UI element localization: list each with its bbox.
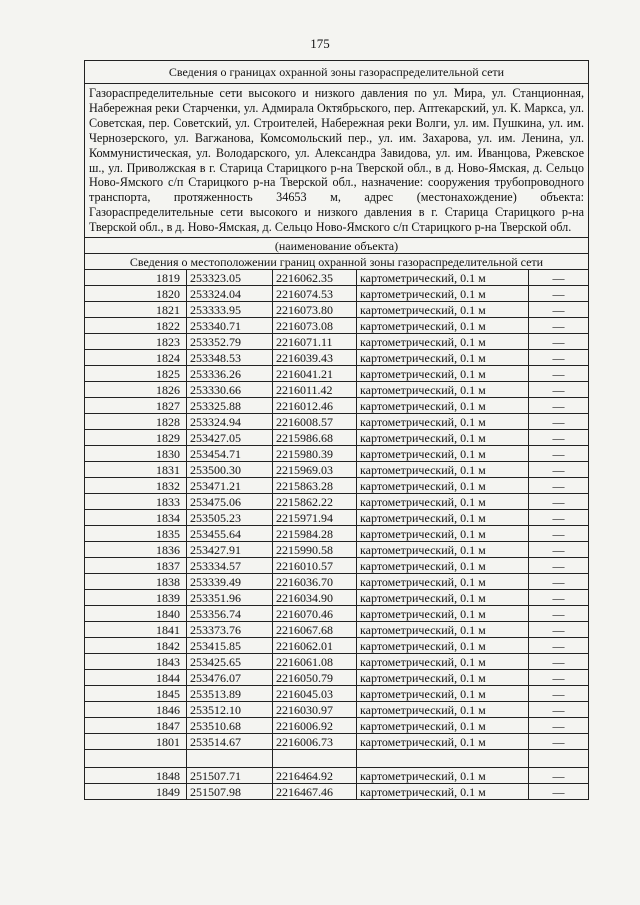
point-number-cell: 1836 [85, 542, 187, 558]
note-cell: — [529, 606, 589, 622]
point-number-cell: 1826 [85, 382, 187, 398]
y-coordinate-cell: 2216467.46 [273, 784, 357, 800]
x-coordinate-cell: 253340.71 [187, 318, 273, 334]
x-coordinate-cell: 253427.91 [187, 542, 273, 558]
note-cell: — [529, 302, 589, 318]
point-number-cell [85, 750, 187, 768]
point-number-cell: 1823 [85, 334, 187, 350]
table-row-gap [85, 750, 589, 768]
x-coordinate-cell: 253510.68 [187, 718, 273, 734]
note-cell [529, 750, 589, 768]
method-cell: картометрический, 0.1 м [357, 510, 529, 526]
method-cell: картометрический, 0.1 м [357, 784, 529, 800]
note-cell: — [529, 718, 589, 734]
y-coordinate-cell: 2215980.39 [273, 446, 357, 462]
x-coordinate-cell: 253454.71 [187, 446, 273, 462]
y-coordinate-cell: 2215969.03 [273, 462, 357, 478]
x-coordinate-cell: 253373.76 [187, 622, 273, 638]
x-coordinate-cell: 253356.74 [187, 606, 273, 622]
method-cell: картометрический, 0.1 м [357, 334, 529, 350]
point-number-cell: 1838 [85, 574, 187, 590]
table-row [85, 768, 589, 784]
note-cell: — [529, 622, 589, 638]
note-cell: — [529, 382, 589, 398]
point-number-cell: 1841 [85, 622, 187, 638]
point-number-cell: 1843 [85, 654, 187, 670]
y-coordinate-cell: 2215971.94 [273, 510, 357, 526]
point-number-cell: 1825 [85, 366, 187, 382]
point-number-cell: 1824 [85, 350, 187, 366]
table-row [85, 286, 589, 302]
x-coordinate-cell: 253348.53 [187, 350, 273, 366]
method-cell: картометрический, 0.1 м [357, 366, 529, 382]
x-coordinate-cell: 253324.04 [187, 286, 273, 302]
point-number-cell: 1820 [85, 286, 187, 302]
table-row [85, 382, 589, 398]
y-coordinate-cell: 2216039.43 [273, 350, 357, 366]
table-row [85, 366, 589, 382]
x-coordinate-cell: 253352.79 [187, 334, 273, 350]
point-number-cell: 1831 [85, 462, 187, 478]
point-number-cell: 1846 [85, 702, 187, 718]
x-coordinate-cell: 253323.05 [187, 270, 273, 286]
y-coordinate-cell: 2216073.80 [273, 302, 357, 318]
table-row [85, 654, 589, 670]
y-coordinate-cell: 2216006.73 [273, 734, 357, 750]
table-row [85, 350, 589, 366]
x-coordinate-cell: 253475.06 [187, 494, 273, 510]
method-cell: картометрический, 0.1 м [357, 494, 529, 510]
y-coordinate-cell: 2216050.79 [273, 670, 357, 686]
x-coordinate-cell: 253339.49 [187, 574, 273, 590]
table-row [85, 302, 589, 318]
location-title: Сведения о местоположении границ охранной зоны газораспределительной сети [85, 254, 589, 270]
x-coordinate-cell: 253351.96 [187, 590, 273, 606]
note-cell: — [529, 638, 589, 654]
note-cell: — [529, 398, 589, 414]
y-coordinate-cell: 2215863.28 [273, 478, 357, 494]
note-cell: — [529, 334, 589, 350]
point-number-cell: 1839 [85, 590, 187, 606]
note-cell: — [529, 286, 589, 302]
page-number: 175 [310, 36, 330, 51]
note-cell: — [529, 768, 589, 784]
method-cell: картометрический, 0.1 м [357, 686, 529, 702]
note-cell: — [529, 574, 589, 590]
point-number-cell: 1827 [85, 398, 187, 414]
note-cell: — [529, 366, 589, 382]
method-cell: картометрический, 0.1 м [357, 270, 529, 286]
point-number-cell: 1849 [85, 784, 187, 800]
x-coordinate-cell [187, 750, 273, 768]
method-cell: картометрический, 0.1 м [357, 382, 529, 398]
x-coordinate-cell: 251507.98 [187, 784, 273, 800]
x-coordinate-cell: 253334.57 [187, 558, 273, 574]
y-coordinate-cell: 2216006.92 [273, 718, 357, 734]
table-row [85, 462, 589, 478]
point-number-cell: 1829 [85, 430, 187, 446]
method-cell: картометрический, 0.1 м [357, 318, 529, 334]
point-number-cell: 1837 [85, 558, 187, 574]
method-cell: картометрический, 0.1 м [357, 446, 529, 462]
table-row [85, 734, 589, 750]
table-row [85, 494, 589, 510]
method-cell: картометрический, 0.1 м [357, 414, 529, 430]
note-cell: — [529, 446, 589, 462]
method-cell: картометрический, 0.1 м [357, 350, 529, 366]
x-coordinate-cell: 253425.65 [187, 654, 273, 670]
note-cell: — [529, 462, 589, 478]
method-cell: картометрический, 0.1 м [357, 430, 529, 446]
method-cell: картометрический, 0.1 м [357, 622, 529, 638]
note-cell: — [529, 784, 589, 800]
table-row [85, 446, 589, 462]
x-coordinate-cell: 253330.66 [187, 382, 273, 398]
note-cell: — [529, 414, 589, 430]
x-coordinate-cell: 253333.95 [187, 302, 273, 318]
method-cell: картометрический, 0.1 м [357, 768, 529, 784]
y-coordinate-cell: 2215986.68 [273, 430, 357, 446]
method-cell: картометрический, 0.1 м [357, 654, 529, 670]
table-row [85, 622, 589, 638]
point-number-cell: 1821 [85, 302, 187, 318]
y-coordinate-cell [273, 750, 357, 768]
point-number-cell: 1819 [85, 270, 187, 286]
y-coordinate-cell: 2216070.46 [273, 606, 357, 622]
x-coordinate-cell: 253512.10 [187, 702, 273, 718]
table-row [85, 718, 589, 734]
section-title: Сведения о границах охранной зоны газораспределительной сети [85, 61, 589, 84]
y-coordinate-cell: 2216041.21 [273, 366, 357, 382]
table-row [85, 318, 589, 334]
point-number-cell: 1840 [85, 606, 187, 622]
x-coordinate-cell: 253336.26 [187, 366, 273, 382]
point-number-cell: 1842 [85, 638, 187, 654]
y-coordinate-cell: 2216062.01 [273, 638, 357, 654]
table-row [85, 670, 589, 686]
table-row [85, 542, 589, 558]
point-number-cell: 1848 [85, 768, 187, 784]
x-coordinate-cell: 253513.89 [187, 686, 273, 702]
method-cell: картометрический, 0.1 м [357, 574, 529, 590]
note-cell: — [529, 318, 589, 334]
point-number-cell: 1845 [85, 686, 187, 702]
y-coordinate-cell: 2215984.28 [273, 526, 357, 542]
table-row [85, 574, 589, 590]
method-cell: картометрический, 0.1 м [357, 590, 529, 606]
table-row [85, 510, 589, 526]
method-cell: картометрический, 0.1 м [357, 398, 529, 414]
method-cell: картометрический, 0.1 м [357, 718, 529, 734]
note-cell: — [529, 494, 589, 510]
y-coordinate-cell: 2215862.22 [273, 494, 357, 510]
method-cell: картометрический, 0.1 м [357, 286, 529, 302]
point-number-cell: 1844 [85, 670, 187, 686]
point-number-cell: 1830 [85, 446, 187, 462]
method-cell: картометрический, 0.1 м [357, 702, 529, 718]
table-row [85, 606, 589, 622]
y-coordinate-cell: 2216030.97 [273, 702, 357, 718]
method-cell: картометрический, 0.1 м [357, 638, 529, 654]
y-coordinate-cell: 2216012.46 [273, 398, 357, 414]
y-coordinate-cell: 2216008.57 [273, 414, 357, 430]
note-cell: — [529, 686, 589, 702]
method-cell: картометрический, 0.1 м [357, 734, 529, 750]
note-cell: — [529, 590, 589, 606]
table-row [85, 398, 589, 414]
note-cell: — [529, 510, 589, 526]
y-coordinate-cell: 2216061.08 [273, 654, 357, 670]
x-coordinate-cell: 253471.21 [187, 478, 273, 494]
method-cell: картометрический, 0.1 м [357, 478, 529, 494]
point-number-cell: 1822 [85, 318, 187, 334]
x-coordinate-cell: 253476.07 [187, 670, 273, 686]
x-coordinate-cell: 253514.67 [187, 734, 273, 750]
method-cell [357, 750, 529, 768]
boundary-table [84, 60, 589, 800]
table-row [85, 478, 589, 494]
note-cell: — [529, 270, 589, 286]
table-row [85, 686, 589, 702]
table-row [85, 270, 589, 286]
x-coordinate-cell: 253427.05 [187, 430, 273, 446]
object-description: Газораспределительные сети высокого и низкого давления по ул. Мира, ул. Станционная, Набережная реки Старченки, ул. Адмирала Октябрьского, пер. Аптекарский, ул. К. Маркса, ул. Советская, пер. Советский, ул. Строителей, Набережная реки Волги, ул. им. Пушкина, ул. им. Чернозерского, ул. Вагжанова, Комсомольский пер., ул. им. Захарова, ул. им. Ленина, ул. Коммунистическая, ул. Володарского, ул. Александра Завидова, ул. им. Иванцова, Ржевское ш., ул. Приволжская в г. Старица Старицкого р-на Тверской обл., в д. Ново-Ямская, д. Сельцо Ново-Ямского с/п Старицкого р-на Тверской обл., назначение: сооружения трубопроводного транспорта, протяженность 34653 м, адрес (местонахождение) объекта: Газораспределительные сети высокого и низкого давления в г. Старица Старицкого р-на Тверской обл., в д. Ново-Ямская, д. Сельцо Ново-Ямского с/п Старицкого р-на Тверской обл. [85, 84, 589, 238]
note-cell: — [529, 542, 589, 558]
y-coordinate-cell: 2216010.57 [273, 558, 357, 574]
note-cell: — [529, 430, 589, 446]
x-coordinate-cell: 253455.64 [187, 526, 273, 542]
table-row [85, 526, 589, 542]
y-coordinate-cell: 2215990.58 [273, 542, 357, 558]
x-coordinate-cell: 253325.88 [187, 398, 273, 414]
y-coordinate-cell: 2216045.03 [273, 686, 357, 702]
method-cell: картометрический, 0.1 м [357, 302, 529, 318]
y-coordinate-cell: 2216067.68 [273, 622, 357, 638]
y-coordinate-cell: 2216074.53 [273, 286, 357, 302]
note-cell: — [529, 478, 589, 494]
point-number-cell: 1801 [85, 734, 187, 750]
y-coordinate-cell: 2216011.42 [273, 382, 357, 398]
note-cell: — [529, 558, 589, 574]
x-coordinate-cell: 253324.94 [187, 414, 273, 430]
method-cell: картометрический, 0.1 м [357, 558, 529, 574]
y-coordinate-cell: 2216073.08 [273, 318, 357, 334]
y-coordinate-cell: 2216464.92 [273, 768, 357, 784]
x-coordinate-cell: 253505.23 [187, 510, 273, 526]
point-number-cell: 1835 [85, 526, 187, 542]
method-cell: картометрический, 0.1 м [357, 462, 529, 478]
object-caption: (наименование объекта) [85, 238, 589, 254]
y-coordinate-cell: 2216036.70 [273, 574, 357, 590]
y-coordinate-cell: 2216062.35 [273, 270, 357, 286]
x-coordinate-cell: 253500.30 [187, 462, 273, 478]
note-cell: — [529, 654, 589, 670]
y-coordinate-cell: 2216071.11 [273, 334, 357, 350]
point-number-cell: 1828 [85, 414, 187, 430]
x-coordinate-cell: 253415.85 [187, 638, 273, 654]
point-number-cell: 1834 [85, 510, 187, 526]
note-cell: — [529, 734, 589, 750]
note-cell: — [529, 670, 589, 686]
table-row [85, 702, 589, 718]
note-cell: — [529, 526, 589, 542]
point-number-cell: 1832 [85, 478, 187, 494]
table-row [85, 430, 589, 446]
x-coordinate-cell: 251507.71 [187, 768, 273, 784]
table-row [85, 638, 589, 654]
note-cell: — [529, 702, 589, 718]
table-row [85, 590, 589, 606]
table-row [85, 784, 589, 800]
table-row [85, 334, 589, 350]
table-row [85, 414, 589, 430]
point-number-cell: 1833 [85, 494, 187, 510]
y-coordinate-cell: 2216034.90 [273, 590, 357, 606]
method-cell: картометрический, 0.1 м [357, 542, 529, 558]
method-cell: картометрический, 0.1 м [357, 526, 529, 542]
note-cell: — [529, 350, 589, 366]
method-cell: картометрический, 0.1 м [357, 606, 529, 622]
point-number-cell: 1847 [85, 718, 187, 734]
table-row [85, 558, 589, 574]
method-cell: картометрический, 0.1 м [357, 670, 529, 686]
